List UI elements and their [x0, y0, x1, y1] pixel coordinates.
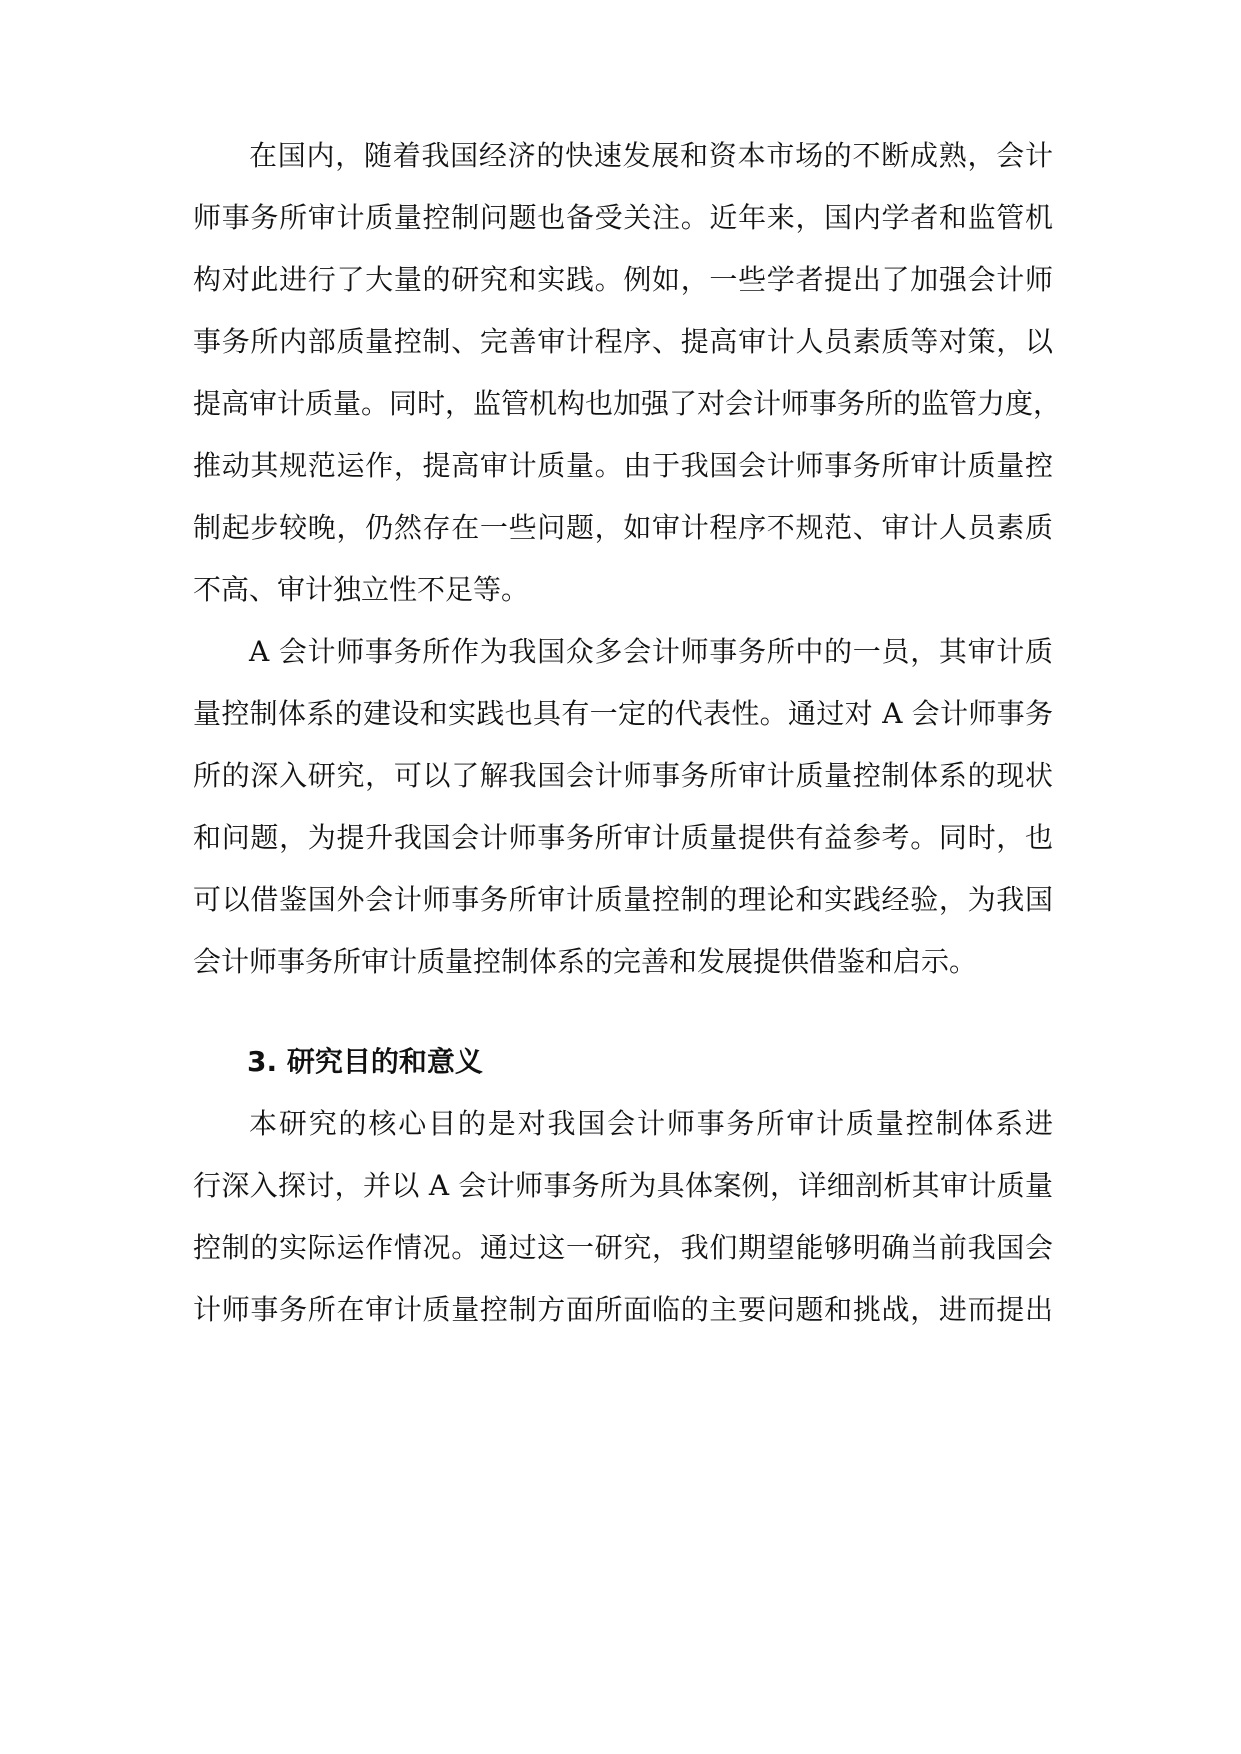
paragraph-1-line-5: 提高审计质量。同时，监管机构也加强了对会计师事务所的监管力度， [193, 387, 1062, 420]
paragraph-2-line-1: A 会计师事务所作为我国众多会计师事务所中的一员，其审计质 [249, 635, 1053, 668]
paragraph-1-line-7: 制起步较晚，仍然存在一些问题，如审计程序不规范、审计人员素质 [193, 511, 1053, 544]
paragraph-3-line-2: 行深入探讨，并以 A 会计师事务所为具体案例，详细剖析其审计质量 [193, 1169, 1053, 1202]
paragraph-3-line-1: 本研究的核心目的是对我国会计师事务所审计质量控制体系进 [249, 1107, 1053, 1140]
paragraph-1-line-2: 师事务所审计质量控制问题也备受关注。近年来，国内学者和监管机 [193, 201, 1053, 234]
paragraph-2-line-6: 会计师事务所审计质量控制体系的完善和发展提供借鉴和启示。 [193, 945, 978, 978]
paragraph-3-line-4: 计师事务所在审计质量控制方面所面临的主要问题和挑战，进而提出 [193, 1293, 1053, 1326]
paragraph-1-line-3: 构对此进行了大量的研究和实践。例如，一些学者提出了加强会计师 [193, 263, 1053, 296]
paragraph-1-line-8: 不高、审计独立性不足等。 [193, 573, 530, 606]
paragraph-2-line-4: 和问题，为提升我国会计师事务所审计质量提供有益参考。同时，也 [193, 821, 1053, 854]
paragraph-2-line-3: 所的深入研究，可以了解我国会计师事务所审计质量控制体系的现状 [193, 759, 1053, 792]
section-heading: 3. 研究目的和意义 [247, 1045, 483, 1078]
paragraph-2-line-2: 量控制体系的建设和实践也具有一定的代表性。通过对 A 会计师事务 [193, 697, 1053, 730]
paragraph-1-line-6: 推动其规范运作，提高审计质量。由于我国会计师事务所审计质量控 [193, 449, 1053, 482]
paragraph-1-line-4: 事务所内部质量控制、完善审计程序、提高审计人员素质等对策，以 [193, 325, 1053, 358]
paragraph-2-line-5: 可以借鉴国外会计师事务所审计质量控制的理论和实践经验，为我国 [193, 883, 1053, 916]
paragraph-3-line-3: 控制的实际运作情况。通过这一研究，我们期望能够明确当前我国会 [193, 1231, 1053, 1264]
paragraph-1-line-1: 在国内，随着我国经济的快速发展和资本市场的不断成熟，会计 [249, 139, 1053, 172]
